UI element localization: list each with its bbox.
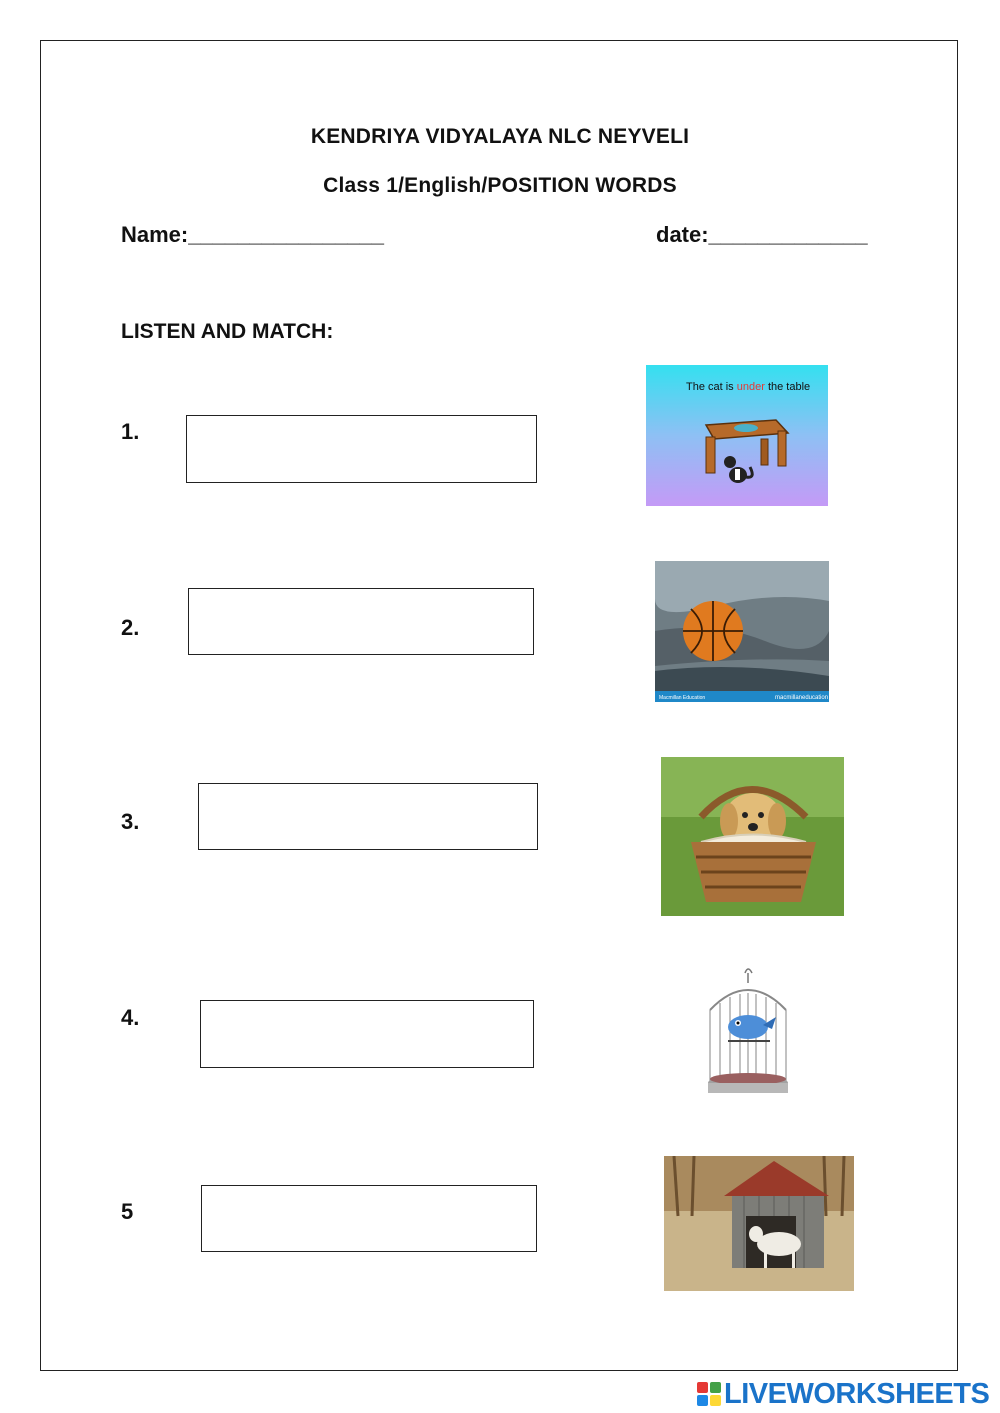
cat-under-table-picture — [646, 365, 828, 506]
svg-text:The cat is under the table — [686, 381, 810, 393]
answer-box-5[interactable] — [201, 1185, 537, 1252]
answer-box-4[interactable] — [200, 1000, 534, 1068]
item-number: 5 — [121, 1199, 134, 1224]
subject-title: Class 1/English/POSITION WORDS — [323, 174, 677, 197]
item-number: 4. — [121, 1005, 140, 1030]
instruction-heading: LISTEN AND MATCH: — [121, 320, 334, 343]
puppy-in-basket-picture — [661, 757, 844, 916]
school-title: KENDRIYA VIDYALAYA NLC NEYVELI — [310, 125, 690, 148]
brand-squares-icon — [697, 1382, 721, 1406]
watermark-left: Macmillan Education — [659, 695, 706, 701]
item-number: 3. — [121, 809, 140, 834]
picture-caption-end: the table — [764, 381, 811, 393]
answer-box-1[interactable] — [186, 415, 537, 483]
ball-on-ground-picture — [655, 561, 829, 702]
bird-in-cage-picture — [688, 965, 808, 1110]
name-field[interactable]: Name:________________ — [121, 222, 385, 247]
brand-name: LIVEWORKSHEETS — [724, 1377, 990, 1410]
goat-in-shed-picture — [664, 1156, 854, 1291]
watermark-right: macmillaneducation — [775, 695, 829, 701]
liveworksheets-logo — [697, 1378, 989, 1410]
answer-box-2[interactable] — [188, 588, 534, 655]
picture-caption: The cat is — [686, 381, 737, 393]
answer-box-3[interactable] — [198, 783, 538, 850]
date-field[interactable]: date:_____________ — [656, 222, 868, 247]
picture-caption-highlight: under — [736, 381, 765, 393]
item-number: 2. — [121, 615, 140, 640]
item-number: 1. — [121, 419, 140, 444]
